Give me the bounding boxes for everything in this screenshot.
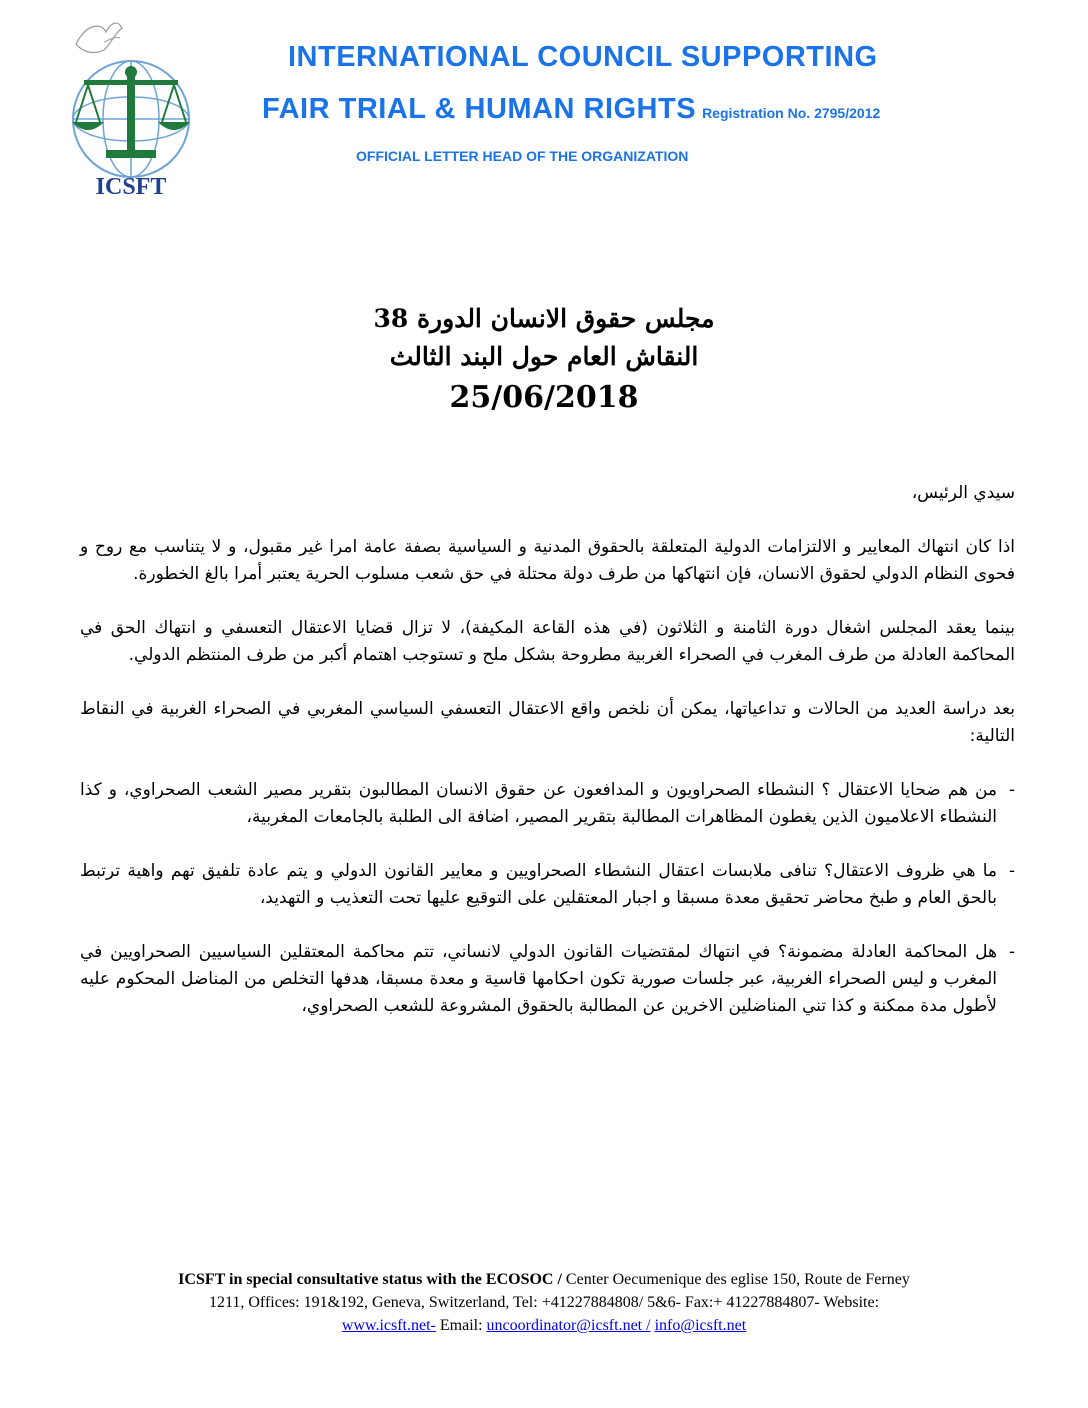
- organization-name-line2-text: FAIR TRIAL & HUMAN RIGHTS: [262, 93, 697, 125]
- bullet-item: [80, 939, 1015, 1020]
- bullet-text-1: من هم ضحايا الاعتقال ؟ النشطاء الصحراويون و المدافعون عن حقوق الانسان المطالبون بتقرير مصير الشعب الصحراوي، و كذا النشطاء الاعلاميون الذين يغطون المظاهرات المطالبة بتقرير المصير، اضافة الى الطلبة بالجامعات المغربية،: [80, 780, 997, 827]
- salutation: سيدي الرئيس،: [911, 483, 1015, 503]
- bullet-dash: -: [1008, 780, 1015, 800]
- letterhead-subtitle: OFFICIAL LETTER HEAD OF THE ORGANIZATION: [356, 148, 689, 164]
- bullet-item: [80, 777, 1015, 831]
- organization-logo: [56, 14, 206, 204]
- footer-address: Center Oecumenique des eglise 150, Route de Ferney: [561, 1271, 910, 1288]
- email-link-info[interactable]: info@icsft.net: [654, 1317, 747, 1334]
- footer-line3: [60, 1314, 1028, 1337]
- bullet-item: [80, 858, 1015, 912]
- scales-globe-dove-icon: [56, 14, 206, 179]
- bullet-dash: -: [1008, 861, 1015, 881]
- footer-consultative-status: ICSFT in special consultative status with the ECOSOC /: [178, 1271, 562, 1288]
- title-date: 25/06/2018: [449, 380, 639, 415]
- email-label: Email:: [435, 1317, 487, 1334]
- footer-line2: 1211, Offices: 191&192, Geneva, Switzerland, Tel: +41227884808/ 5&6- Fax:+ 41227884807- Website:: [208, 1294, 880, 1311]
- footer-line1: [60, 1268, 1028, 1291]
- logo-text: ICSFT: [95, 174, 167, 200]
- paragraph-3: بعد دراسة العديد من الحالات و تداعياتها، يمكن أن نلخص واقع الاعتقال التعسفي السياسي المغربي في الصحراء الغربية في النقاط التالية:: [80, 699, 1015, 746]
- organization-name-line1: INTERNATIONAL COUNCIL SUPPORTING: [288, 41, 878, 73]
- paragraph-1: اذا كان انتهاك المعايير و الالتزامات الدولية المتعلقة بالحقوق المدنية و السياسية بصفة عامة امرا غير مقبول، و لا يتناسب مع روح و فحوى النظام الدولي لحقوق الانسان، فإن انتهاكها من طرف دولة محتلة في حق شعب مسلوب الحرية يعتبر أمرا بالغ الخطورة.: [80, 537, 1015, 584]
- organization-name-line2: [262, 92, 880, 130]
- document-title: [300, 300, 788, 420]
- letter-footer: [60, 1268, 1028, 1337]
- bullet-text-3: هل المحاكمة العادلة مضمونة؟ في انتهاك لمقتضيات القانون الدولي لانساني، تتم محاكمة المعتقلين السياسيين الصحراويين في المغرب و ليس الصحراء الغربية، عبر جلسات صورية تكون احكامها قاسية و معدة مسبقا، هدفها التخلص من المناضل المحكوم عليه لأطول مدة ممكنة و كذا تني المناضلين الاخرين عن المطالبة بالحقوق المشروعة للشعب الصحراوي،: [80, 942, 997, 1016]
- title-line2: النقاش العام حول البند الثالث: [389, 342, 699, 371]
- email-link-coordinator[interactable]: uncoordinator@icsft.net /: [486, 1317, 651, 1334]
- bullet-text-2: ما هي ظروف الاعتقال؟ تنافى ملابسات اعتقال النشطاء الصحراويين و معايير القانون الدولي و يتم عادة تلفيق تهم واهية ترتبط بالحق العام و طبخ محاضر تحقيق معدة مسبقا و اجبار المعتقلين على التوقيع عليها تحت التعذيب و التهديد،: [80, 861, 997, 908]
- letter-body: [80, 480, 1015, 1047]
- title-line1: مجلس حقوق الانسان الدورة 38: [373, 304, 715, 333]
- bullet-dash: -: [1008, 942, 1015, 962]
- paragraph-2: بينما يعقد المجلس اشغال دورة الثامنة و الثلاثون (في هذه القاعة المكيفة)، لا تزال قضايا الاعتقال التعسفي و انتهاك الحق في المحاكمة العادلة من طرف المغرب في الصحراء الغربية مطروحة بشكل ملح و تستوجب اهتمام أكبر من طرف المنتظم الدولي.: [80, 618, 1015, 665]
- registration-number: Registration No. 2795/2012: [702, 105, 881, 121]
- website-link[interactable]: www.icsft.net-: [341, 1317, 436, 1334]
